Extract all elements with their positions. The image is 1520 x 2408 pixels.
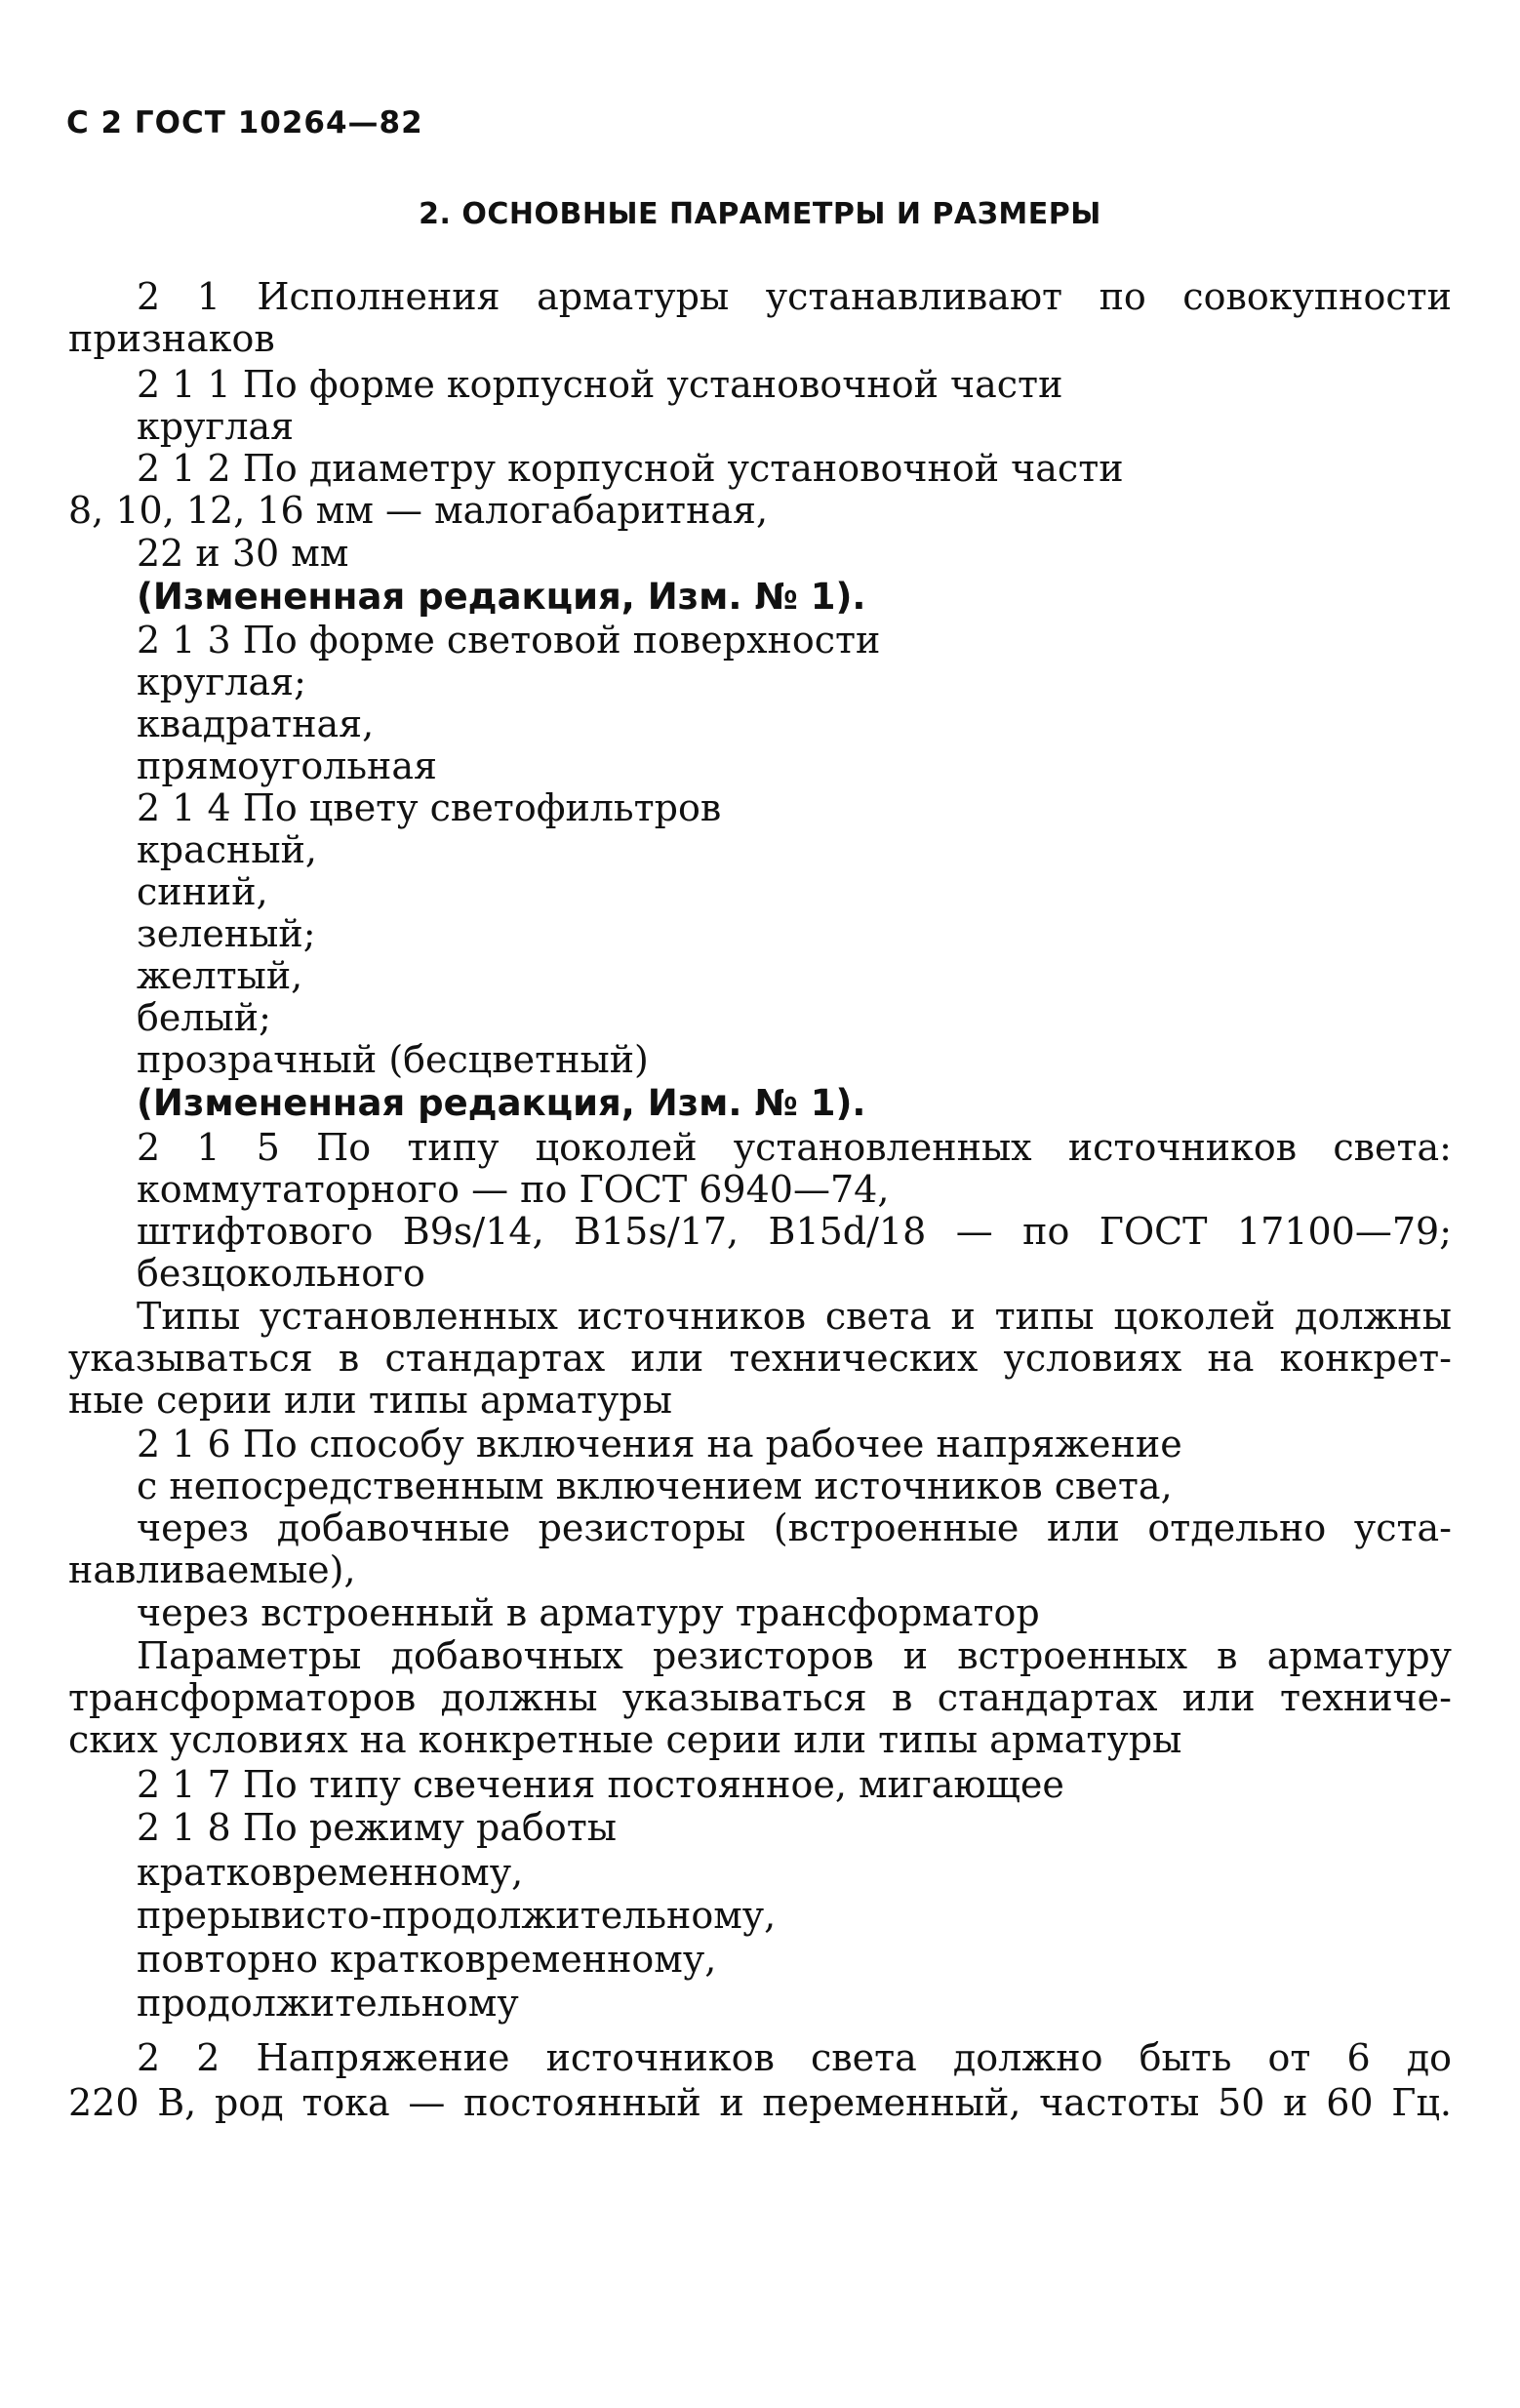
text-line: ских условиях на конкретные серии или типы арматуры	[68, 1718, 1182, 1761]
text-line: 2 1 7 По типу свечения постоянное, мигающее	[137, 1763, 1064, 1806]
text-line: круглая;	[137, 661, 306, 703]
text-line: через добавочные резисторы (встроенные или отдельно уста-	[137, 1506, 1452, 1549]
text-line: с непосредственным включением источников света,	[137, 1465, 1173, 1507]
text-line: 2 1 8 По режиму работы	[137, 1806, 617, 1849]
text-line: зеленый;	[137, 912, 316, 955]
text-line: повторно кратковременному,	[137, 1938, 717, 1981]
text-line: 220 В, род тока — постоянный и переменный, частоты 50 и 60 Гц.	[68, 2081, 1452, 2124]
text-line: 22 и 30 мм	[137, 532, 349, 575]
text-line: Параметры добавочных резисторов и встроенных в арматуру	[137, 1634, 1452, 1677]
text-line: указываться в стандартах или технических условиях на конкрет-	[68, 1337, 1452, 1380]
text-line: Типы установленных источников света и типы цоколей должны	[137, 1295, 1452, 1338]
text-line: продолжительному	[137, 1982, 519, 2025]
text-line: 2 1 3 По форме световой поверхности	[137, 619, 881, 662]
text-line: кратковременному,	[137, 1851, 524, 1894]
text-line: 2 1 6 По способу включения на рабочее напряжение	[137, 1423, 1182, 1465]
text-line: безцокольного	[137, 1252, 425, 1295]
text-line: 2 1 2 По диаметру корпусной установочной части	[137, 447, 1124, 490]
text-line: ные серии или типы арматуры	[68, 1379, 672, 1422]
text-line: 2 1 5 По типу цоколей установленных источников света:	[137, 1126, 1452, 1169]
text-line: 2 1 1 По форме корпусной установочной части	[137, 363, 1063, 406]
text-line: прямоугольная	[137, 744, 437, 787]
text-line: (Измененная редакция, Изм. № 1).	[137, 576, 866, 618]
text-line: 2 2 Напряжение источников света должно быть от 6 до	[137, 2036, 1452, 2079]
text-line: через встроенный в арматуру трансформатор	[137, 1591, 1040, 1634]
text-line: (Измененная редакция, Изм. № 1).	[137, 1082, 866, 1124]
text-line: белый;	[137, 996, 271, 1039]
text-line: признаков	[68, 317, 275, 360]
text-line: 2 1 Исполнения арматуры устанавливают по совокупности	[137, 275, 1452, 318]
section-title: 2. ОСНОВНЫЕ ПАРАМЕТРЫ И РАЗМЕРЫ	[419, 197, 1101, 231]
page-header: С 2 ГОСТ 10264—82	[66, 105, 423, 140]
text-line: трансформаторов должны указываться в стандартах или техниче-	[68, 1676, 1452, 1719]
text-line: 2 1 4 По цвету светофильтров	[137, 786, 722, 829]
text-line: квадратная,	[137, 702, 375, 745]
text-line: желтый,	[137, 954, 303, 997]
text-line: коммутаторного — по ГОСТ 6940—74,	[137, 1168, 890, 1211]
text-line: синий,	[137, 870, 268, 913]
text-line: навливаемые),	[68, 1548, 356, 1591]
text-line: круглая	[137, 405, 295, 448]
text-line: 8, 10, 12, 16 мм — малогабаритная,	[68, 489, 769, 532]
text-line: прозрачный (бесцветный)	[137, 1038, 649, 1081]
text-line: штифтового B9s/14, B15s/17, B15d/18 — по ГОСТ 17100—79;	[137, 1210, 1452, 1253]
text-line: прерывисто-продолжительному,	[137, 1894, 777, 1937]
text-line: красный,	[137, 828, 317, 871]
